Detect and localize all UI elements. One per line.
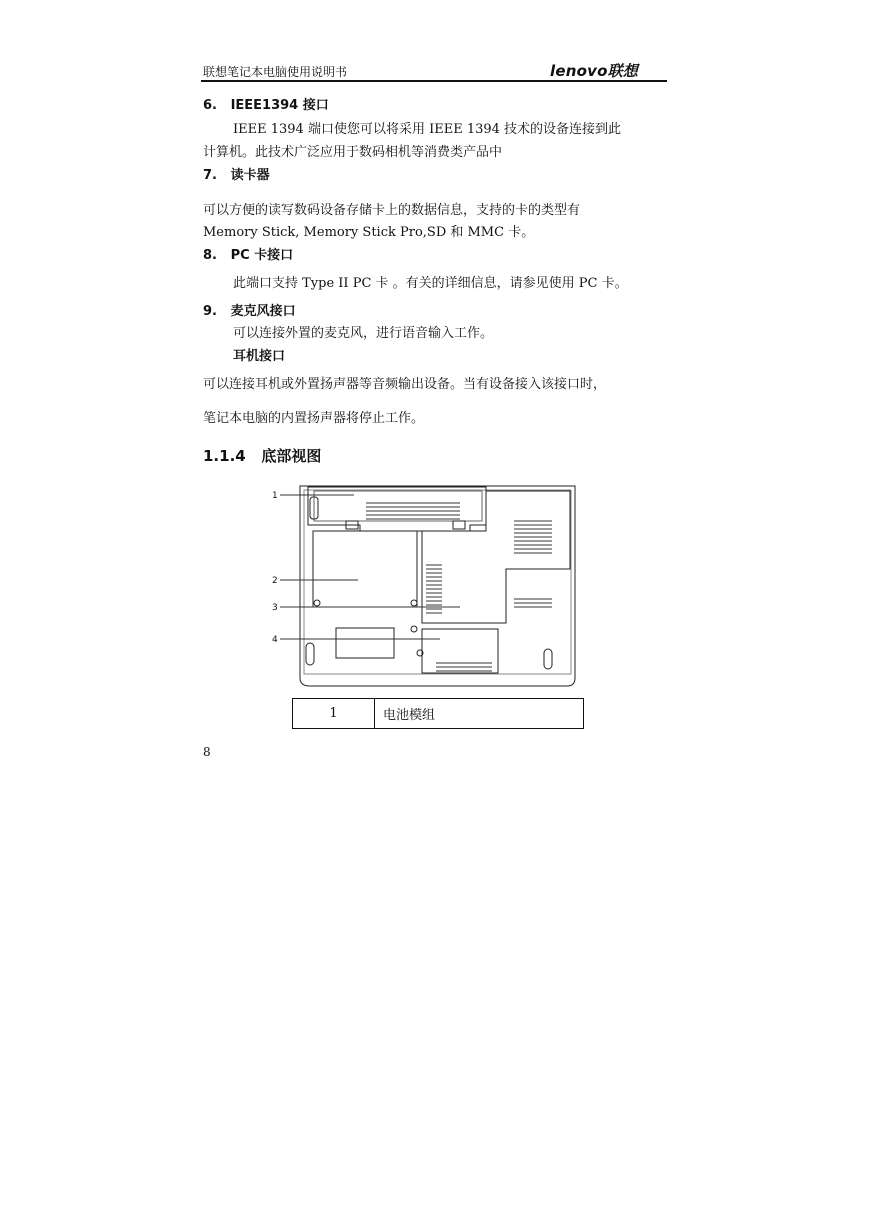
lenovo-logo: lenovo联想 [550,62,638,80]
item-8-line-1: 此端口支持 Type II PC 卡 。有关的详细信息，请参见使用 PC 卡。 [233,276,628,291]
table-row [293,699,584,729]
headphone-line-2: 笔记本电脑的内置扬声器将停止工作。 [203,411,425,426]
headphone-heading: 耳机接口 [233,349,286,364]
running-header-title: 联想笔记本电脑使用说明书 [203,65,348,79]
item-6-heading: 6. IEEE1394 接口 [203,98,329,113]
section-heading: 1.1.4 底部视图 [203,447,322,465]
callout-3: 3 [272,603,278,613]
header-rule [201,80,667,82]
headphone-line-1: 可以连接耳机或外置扬声器等音频输出设备。当有设备接入该接口时， [203,377,607,392]
item-7-line-1: 可以方便的读写数码设备存储卡上的数据信息，支持的卡的类型有 [203,203,581,218]
item-9-line-1: 可以连接外置的麦克风，进行语音输入工作。 [233,326,494,341]
table-cell-label: 电池模组 [375,699,584,729]
item-6-line-1: IEEE 1394 端口使您可以将采用 IEEE 1394 技术的设备连接到此 [233,122,622,137]
item-7-line-2: Memory Stick, Memory Stick Pro,SD 和 MMC 卡。 [203,225,535,240]
item-6-line-2: 计算机。此技术广泛应用于数码相机等消费类产品中 [203,145,503,160]
item-7-heading: 7. 读卡器 [203,168,270,183]
item-9-heading: 9. 麦克风接口 [203,304,296,319]
page-number: 8 [203,745,211,759]
callout-1: 1 [272,491,278,501]
callout-2: 2 [272,576,278,586]
callout-4: 4 [272,635,278,645]
table-cell-num: 1 [293,699,375,729]
laptop-bottom-view-figure [270,483,582,693]
figure-legend-table [292,698,584,729]
item-8-heading: 8. PC 卡接口 [203,248,294,263]
